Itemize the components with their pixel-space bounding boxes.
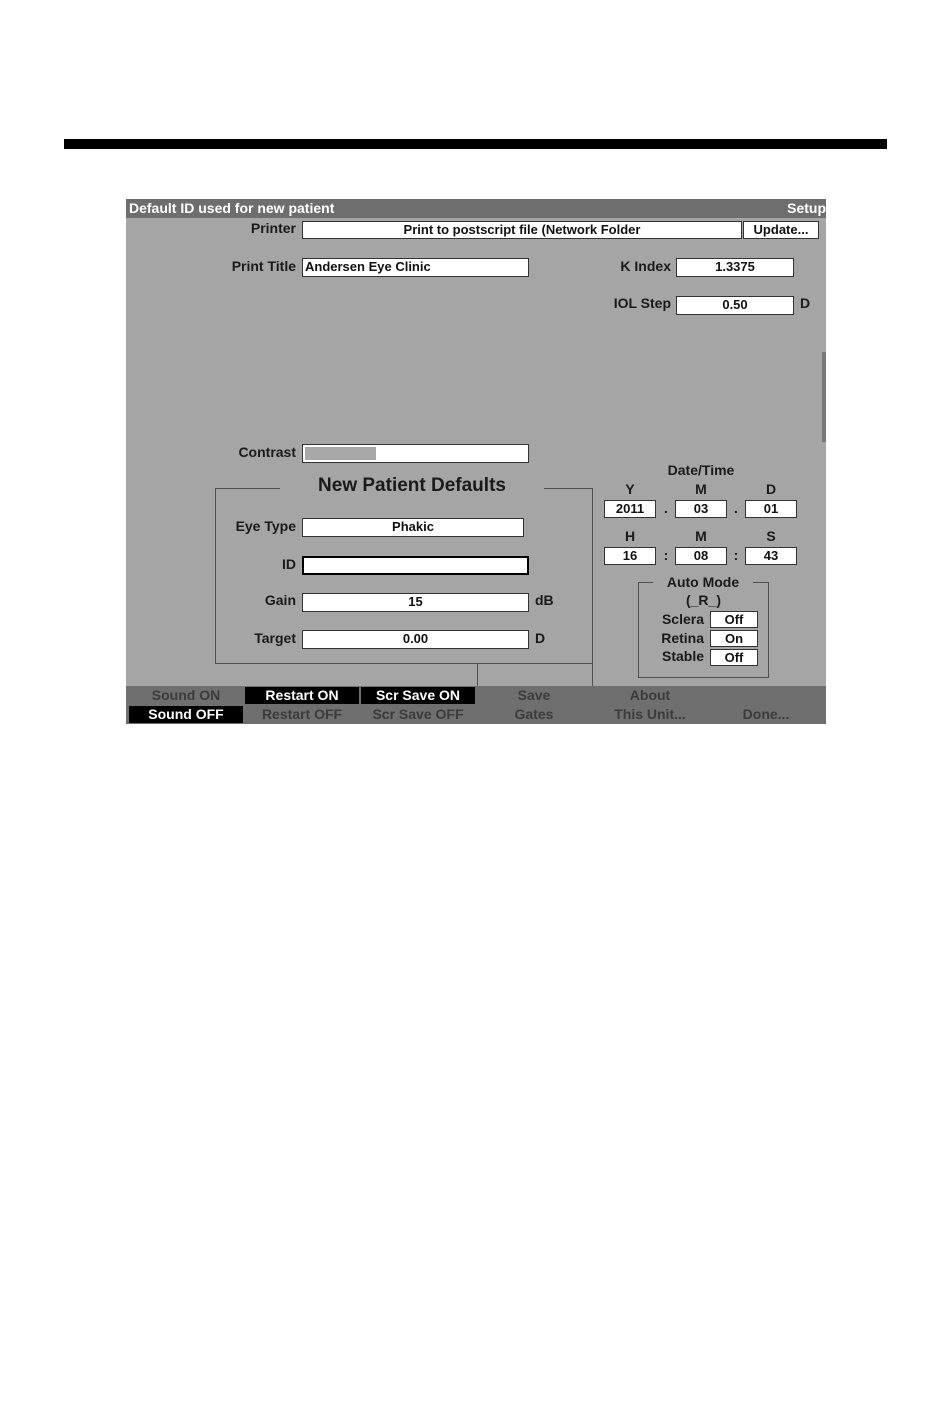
k-index-label: K Index: [620, 258, 671, 274]
time-hour-input[interactable]: 16: [604, 547, 656, 565]
scr-save-on-key[interactable]: Scr Save ON: [361, 687, 475, 704]
new-patient-defaults-title: New Patient Defaults: [280, 475, 544, 497]
date-day-input[interactable]: 01: [745, 500, 797, 518]
auto-mode-sclera-label: Sclera: [661, 611, 704, 627]
gain-label: Gain: [264, 592, 296, 608]
datetime-title: Date/Time: [667, 462, 735, 478]
target-unit: D: [535, 630, 546, 646]
iol-step-unit: D: [800, 295, 811, 311]
restart-on-key[interactable]: Restart ON: [245, 687, 359, 704]
auto-mode-stable-label: Stable: [661, 648, 704, 664]
about-this-unit-key[interactable]: About: [629, 687, 671, 703]
status-message: Default ID used for new patient: [129, 200, 335, 216]
date-separator: .: [664, 500, 668, 516]
gain-unit: dB: [535, 592, 554, 608]
date-day-header: D: [765, 481, 777, 497]
time-second-input[interactable]: 43: [745, 547, 797, 565]
id-label: ID: [282, 556, 296, 572]
save-gates-key-label[interactable]: Gates: [514, 706, 554, 722]
date-separator: .: [734, 500, 738, 516]
sound-on-key[interactable]: Sound ON: [151, 687, 221, 703]
printer-update-button[interactable]: Update...: [743, 221, 819, 239]
time-minute-input[interactable]: 08: [675, 547, 727, 565]
time-hour-header: H: [624, 528, 636, 544]
time-minute-header: M: [695, 528, 707, 544]
screen-name: Setup: [787, 200, 826, 216]
iol-step-label: IOL Step: [613, 295, 671, 311]
sound-off-key[interactable]: Sound OFF: [129, 706, 243, 723]
target-input[interactable]: 0.00: [302, 630, 529, 649]
contrast-label: Contrast: [238, 444, 296, 460]
auto-mode-stable-toggle[interactable]: Off: [710, 649, 758, 666]
id-input[interactable]: [302, 556, 529, 575]
save-gates-key[interactable]: Save: [517, 687, 551, 703]
auto-mode-retina-label: Retina: [661, 630, 704, 646]
date-month-input[interactable]: 03: [675, 500, 727, 518]
date-month-header: M: [695, 481, 707, 497]
contrast-slider[interactable]: [302, 444, 529, 463]
auto-mode-title: Auto Mode: [653, 574, 753, 591]
date-year-header: Y: [625, 481, 635, 497]
auto-mode-indicator: (_R_): [685, 592, 721, 608]
k-index-input[interactable]: 1.3375: [676, 258, 794, 277]
time-separator: :: [663, 547, 669, 563]
iol-step-input[interactable]: 0.50: [676, 296, 794, 315]
target-label: Target: [254, 630, 296, 646]
time-second-header: S: [766, 528, 776, 544]
scrollbar-thumb[interactable]: [822, 352, 826, 442]
contrast-slider-fill: [305, 447, 376, 460]
setup-screen: [126, 199, 826, 724]
done-key[interactable]: Done...: [742, 706, 790, 722]
scr-save-off-key[interactable]: Scr Save OFF: [372, 706, 464, 722]
softkey-bar: [126, 686, 826, 724]
printer-field[interactable]: Print to postscript file (Network Folder: [302, 221, 742, 239]
page-divider-rule: [64, 139, 887, 149]
eye-type-select[interactable]: Phakic: [302, 518, 524, 537]
print-title-label: Print Title: [231, 258, 296, 274]
date-year-input[interactable]: 2011: [604, 500, 656, 518]
auto-mode-sclera-toggle[interactable]: Off: [710, 611, 758, 628]
eye-type-label: Eye Type: [235, 518, 296, 534]
printer-label: Printer: [250, 220, 296, 236]
gain-input[interactable]: 15: [302, 593, 529, 612]
status-bar: [126, 199, 826, 218]
time-separator: :: [733, 547, 739, 563]
restart-off-key[interactable]: Restart OFF: [261, 706, 343, 722]
auto-mode-retina-toggle[interactable]: On: [710, 630, 758, 647]
print-title-input[interactable]: Andersen Eye Clinic: [302, 258, 529, 277]
about-this-unit-key-label[interactable]: This Unit...: [614, 706, 686, 722]
